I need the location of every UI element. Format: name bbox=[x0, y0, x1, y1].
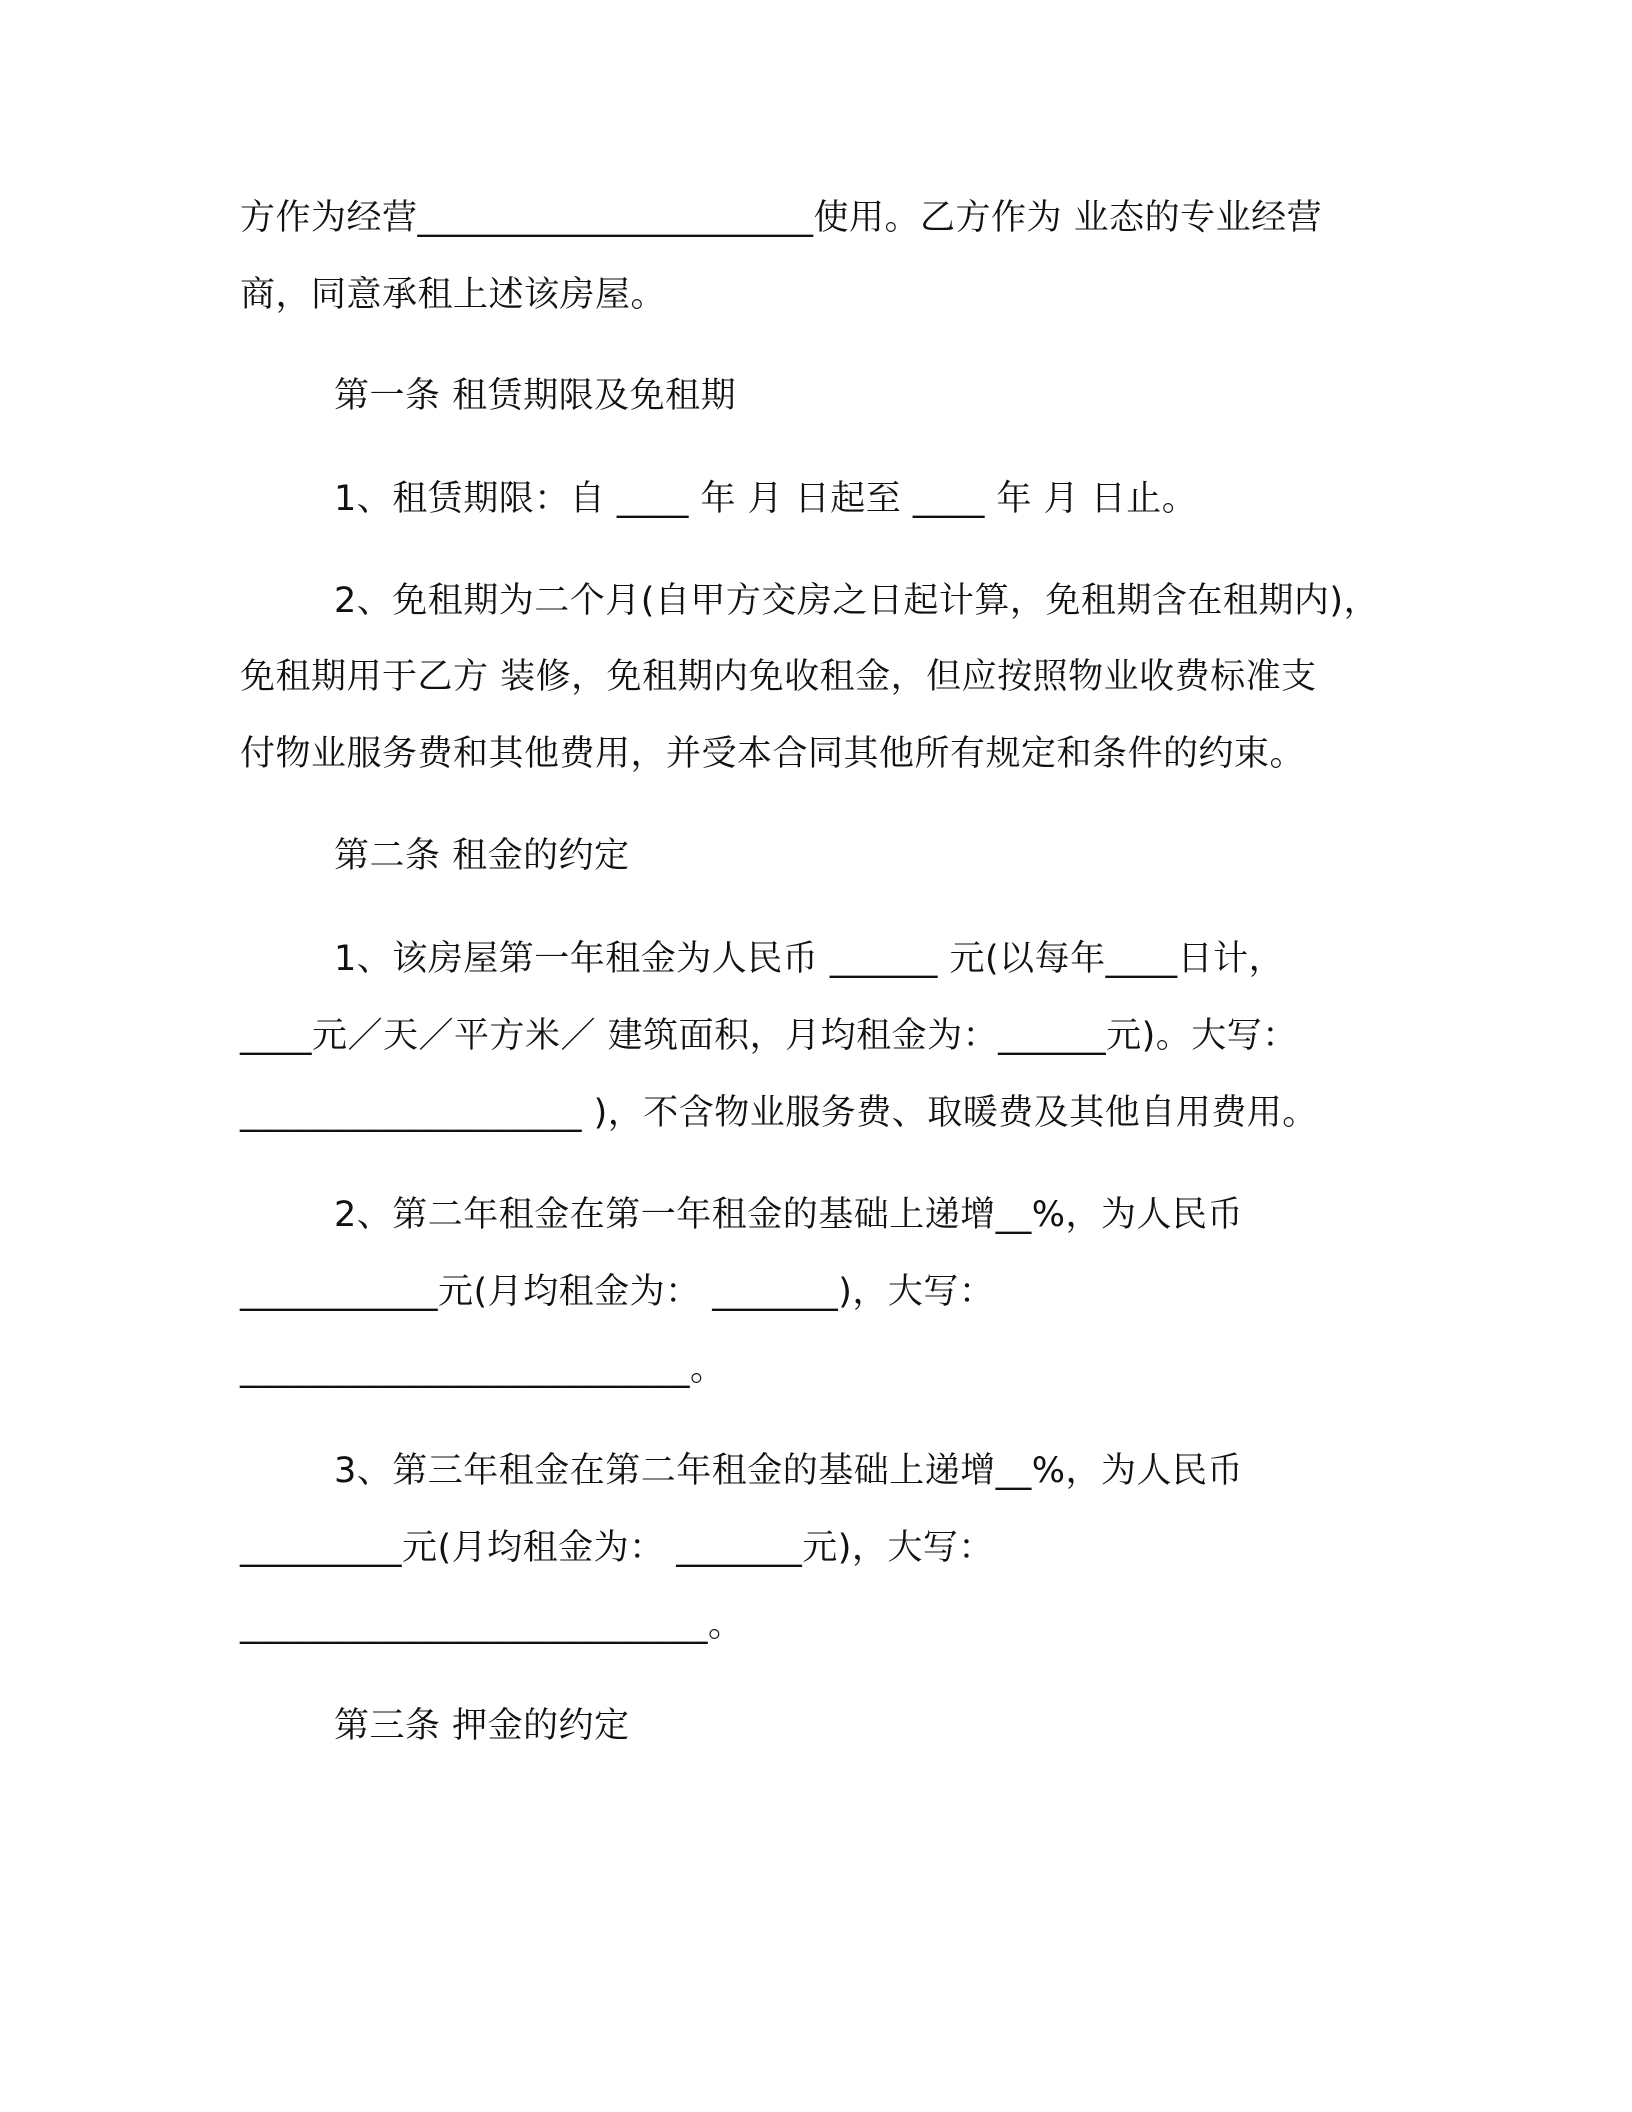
text-line: 1、租赁期限：自 ____ 年 月 日起至 ____ 年 月 日止。 bbox=[334, 479, 1198, 519]
text-line: 3、第三年租金在第二年租金的基础上递增__%，为人民币 bbox=[334, 1451, 1244, 1491]
text-line: __________________________。 bbox=[240, 1605, 744, 1645]
text-line: 商，同意承租上述该房屋。 bbox=[240, 275, 667, 315]
text-line: 2、免租期为二个月(自甲方交房之日起计算，免租期含在租期内)， bbox=[334, 581, 1380, 621]
section-heading: 第一条 租赁期限及免租期 bbox=[334, 376, 737, 416]
text-line: ___________元(月均租金为： _______)，大写： bbox=[240, 1272, 995, 1312]
text-line: _________元(月均租金为： _______元)，大写： bbox=[240, 1528, 994, 1568]
section-heading: 第三条 押金的约定 bbox=[334, 1706, 630, 1746]
text-line: 方作为经营______________________使用。乙方作为 业态的专业经营 bbox=[240, 198, 1323, 238]
text-line: _________________________。 bbox=[240, 1349, 726, 1389]
text-line: ___________________ )，不含物业服务费、取暖费及其他自用费用。 bbox=[240, 1093, 1318, 1133]
text-line: 免租期用于乙方 装修，免租期内免收租金，但应按照物业收费标准支 bbox=[240, 657, 1317, 697]
section-heading: 第二条 租金的约定 bbox=[334, 836, 630, 876]
text-line: 1、该房屋第一年租金为人民币 ______ 元(以每年____日计， bbox=[334, 939, 1285, 979]
text-line: 付物业服务费和其他费用，并受本合同其他所有规定和条件的约束。 bbox=[240, 734, 1306, 774]
text-line: ____元／天／平方米／ 建筑面积，月均租金为：______元)。大写： bbox=[240, 1016, 1298, 1056]
text-line: 2、第二年租金在第一年租金的基础上递增__%，为人民币 bbox=[334, 1195, 1244, 1235]
